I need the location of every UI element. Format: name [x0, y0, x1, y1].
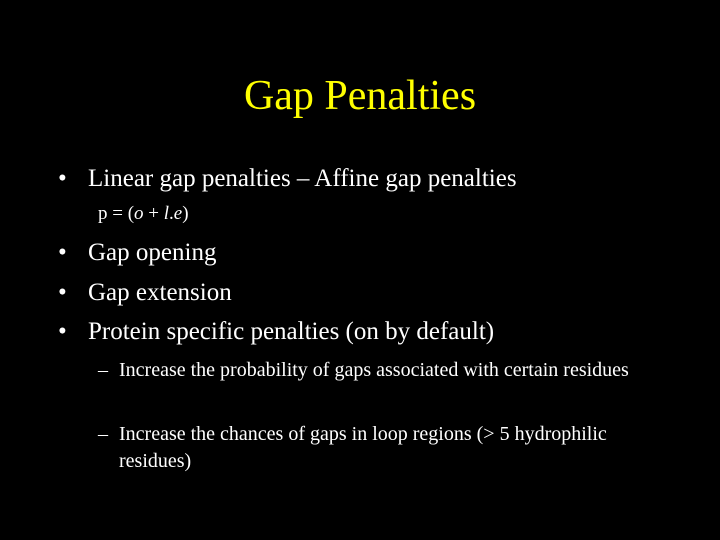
bullet-dot: • — [58, 165, 67, 192]
formula: p = (o + l.e) — [98, 203, 189, 224]
bullet-text: Linear gap penalties – Affine gap penalties — [88, 165, 517, 192]
sub-bullet-text: Increase the chances of gaps in loop regions (> 5 hydrophilic residues) — [119, 423, 607, 472]
bullet-text: Gap opening — [88, 239, 217, 266]
bullet-dot: • — [58, 318, 67, 345]
sub-bullet-item — [98, 421, 658, 475]
slide-title: Gap Penalties — [243, 73, 477, 119]
bullet-dot: • — [58, 279, 67, 306]
sub-bullet-dash: – — [98, 359, 108, 381]
sub-bullet-text: Increase the probability of gaps associated with certain residues — [119, 359, 629, 381]
bullet-text: Protein specific penalties (on by default) — [88, 318, 495, 345]
sub-bullet-item — [98, 357, 658, 384]
sub-bullet-dash: – — [98, 423, 108, 445]
bullet-text: Gap extension — [88, 279, 232, 306]
bullet-dot: • — [58, 239, 67, 266]
